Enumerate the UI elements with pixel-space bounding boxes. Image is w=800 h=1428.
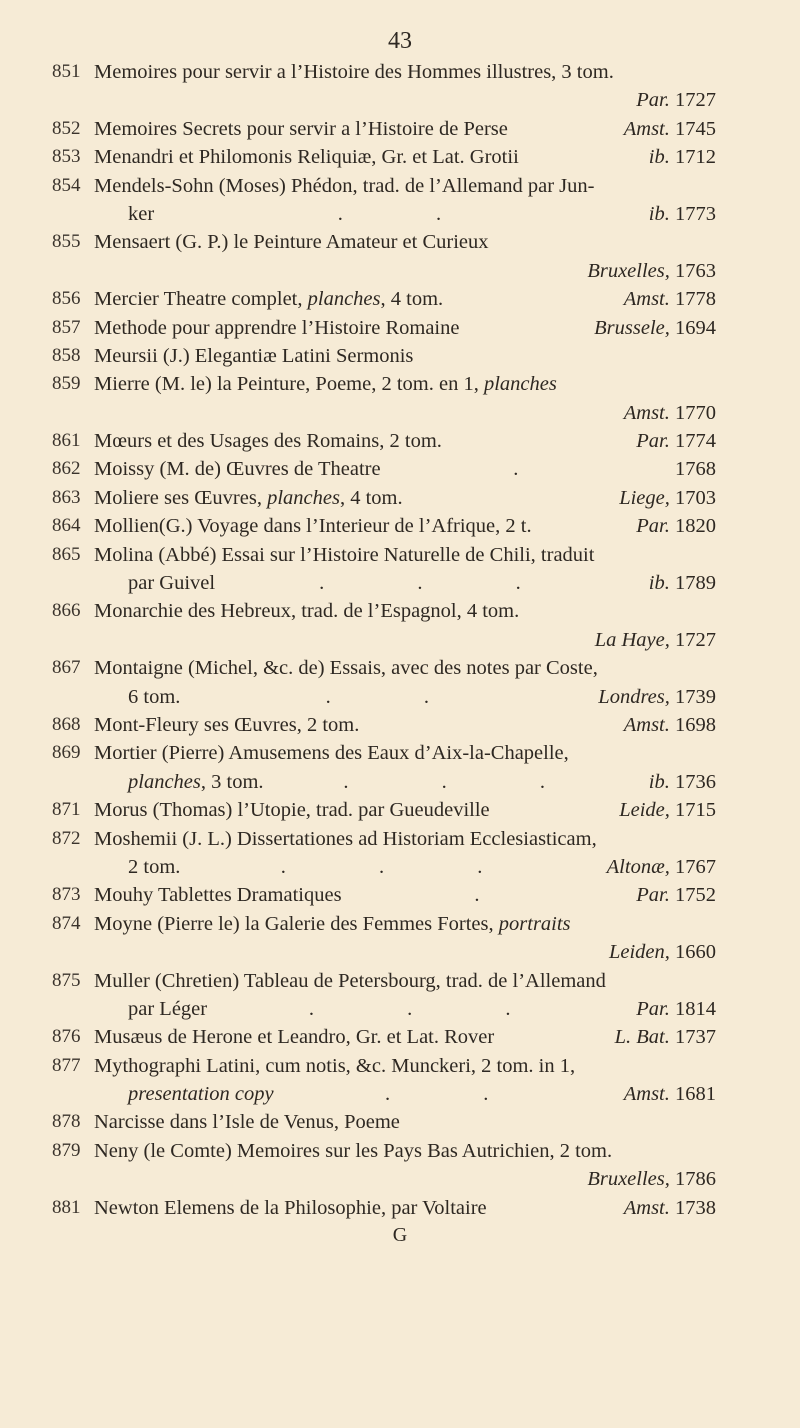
entry-title xyxy=(94,172,594,200)
entry-continuation-line xyxy=(52,257,716,285)
lot-number: 878 xyxy=(52,1111,81,1133)
catalogue-entry xyxy=(52,58,716,115)
catalogue-entry xyxy=(52,654,716,711)
publication-info xyxy=(624,285,716,313)
dot-leaders: . . . xyxy=(280,855,527,878)
entry-title xyxy=(128,1080,274,1108)
entry-line xyxy=(52,285,716,313)
indent xyxy=(52,1165,128,1193)
entry-line xyxy=(52,143,716,171)
spacer xyxy=(508,115,624,143)
lot-number: 856 xyxy=(52,288,81,310)
entry-title xyxy=(94,967,606,995)
publication-place: Amst. xyxy=(623,401,670,424)
indent xyxy=(52,1080,128,1108)
entry-line xyxy=(52,654,716,682)
entry-line xyxy=(52,58,716,86)
lot-number: 865 xyxy=(52,543,81,565)
entry-title xyxy=(94,115,508,143)
italic-note: presentation copy xyxy=(128,1083,274,1106)
entry-title xyxy=(94,484,403,512)
entry-line xyxy=(52,228,716,256)
catalogue-entry xyxy=(52,370,716,427)
entry-title xyxy=(94,654,598,682)
entry-continuation-line xyxy=(52,399,716,427)
entry-line xyxy=(52,115,716,143)
title-text: Molina (Abbé) Essai sur l’Histoire Naturelle de Chili, traduit xyxy=(94,543,595,566)
publication-year: 1774 xyxy=(675,430,716,453)
entry-continuation-line xyxy=(52,569,716,597)
indent xyxy=(52,399,128,427)
lot-number: 861 xyxy=(52,430,81,452)
publication-info xyxy=(598,683,716,711)
publication-year: 1773 xyxy=(675,202,716,225)
lot-number: 873 xyxy=(52,884,81,906)
entry-title xyxy=(128,768,264,796)
entry-line xyxy=(52,739,716,767)
lot-number: 854 xyxy=(52,174,81,196)
publication-info xyxy=(636,512,716,540)
indent xyxy=(52,768,128,796)
publication-info xyxy=(636,881,716,909)
entry-line xyxy=(52,314,716,342)
lot-number: 879 xyxy=(52,1139,81,1161)
entry-title xyxy=(128,200,154,228)
dot-leaders: . xyxy=(474,884,524,907)
entry-title xyxy=(94,455,381,483)
spacer xyxy=(128,399,624,427)
catalogue-entry xyxy=(52,427,716,455)
lot-number: 877 xyxy=(52,1054,81,1076)
lot-number: 859 xyxy=(52,373,81,395)
entry-line xyxy=(52,342,716,370)
publication-place: Amst. xyxy=(623,713,670,736)
entry-line xyxy=(52,1108,716,1136)
entry-continuation-line xyxy=(52,995,716,1023)
title-text: Mortier (Pierre) Amusemens des Eaux d’Aix-la-Chapelle, xyxy=(94,742,569,765)
catalogue-entry xyxy=(52,1137,716,1194)
publication-place: Par. xyxy=(636,884,670,907)
catalogue-entry xyxy=(52,1194,716,1222)
publication-year: 1814 xyxy=(675,997,716,1020)
title-text: , 4 tom. xyxy=(380,288,444,311)
title-text: Methode pour apprendre l’Histoire Romaine xyxy=(94,316,460,339)
entry-title xyxy=(94,597,519,625)
publication-year: 1820 xyxy=(675,515,716,538)
title-text: Muller (Chretien) Tableau de Petersbourg, trad. de l’Allemand xyxy=(94,969,606,992)
catalogue-entry xyxy=(52,484,716,512)
entry-title xyxy=(128,683,180,711)
entry-title xyxy=(94,228,489,256)
publication-info xyxy=(675,455,716,483)
title-text: Moliere ses Œuvres, xyxy=(94,486,268,509)
publication-place: ib. xyxy=(648,146,670,169)
publication-info xyxy=(649,569,716,597)
entry-line xyxy=(52,370,716,398)
entry-line xyxy=(52,597,716,625)
spacer xyxy=(442,427,636,455)
indent xyxy=(52,257,128,285)
title-text: 6 tom. xyxy=(128,685,181,708)
publication-place: ib. xyxy=(648,572,670,595)
publication-place: Amst. xyxy=(623,1083,670,1106)
catalogue-entry xyxy=(52,228,716,285)
publication-year: 1767 xyxy=(675,855,716,878)
title-text: Mœurs et des Usages des Romains, 2 tom. xyxy=(94,430,442,453)
catalogue-entry xyxy=(52,172,716,229)
entry-line xyxy=(52,1194,716,1222)
title-text: Memoires pour servir a l’Histoire des Hommes illustres, 3 tom. xyxy=(94,61,614,83)
catalogue-entry xyxy=(52,1052,716,1109)
lot-number: 872 xyxy=(52,827,81,849)
catalogue-entry xyxy=(52,910,716,967)
title-text: Musæus de Herone et Leandro, Gr. et Lat. Rover xyxy=(94,1026,495,1049)
publication-info xyxy=(619,796,716,824)
publication-info xyxy=(636,995,716,1023)
catalogue-entry xyxy=(52,739,716,796)
dot-leaders: . . . xyxy=(319,572,565,595)
entry-line xyxy=(52,541,716,569)
publication-info xyxy=(636,86,716,114)
entry-line xyxy=(52,1137,716,1165)
entry-continuation-line xyxy=(52,938,716,966)
title-text: Mollien(G.) Voyage dans l’Interieur de l’Afrique, 2 t. xyxy=(94,515,532,538)
italic-note: planches xyxy=(128,770,201,793)
publication-info xyxy=(624,711,716,739)
catalogue-entry xyxy=(52,1023,716,1051)
entry-title xyxy=(94,285,443,313)
publication-year: 1763 xyxy=(675,259,716,282)
entry-title xyxy=(128,995,207,1023)
publication-year: 1703 xyxy=(675,486,716,509)
spacer xyxy=(128,938,609,966)
catalogue-entry xyxy=(52,143,716,171)
catalogue-entry xyxy=(52,512,716,540)
entry-continuation-line xyxy=(52,200,716,228)
entry-line xyxy=(52,427,716,455)
lot-number: 862 xyxy=(52,458,81,480)
title-text: Meursii (J.) Elegantiæ Latini Sermonis xyxy=(94,344,414,367)
publication-info xyxy=(649,200,716,228)
lot-number: 876 xyxy=(52,1026,81,1048)
publication-year: 1727 xyxy=(675,628,716,651)
page-number: 43 xyxy=(388,28,412,54)
spacer xyxy=(128,626,595,654)
entry-line xyxy=(52,484,716,512)
entry-title xyxy=(94,1137,612,1165)
entry-title xyxy=(94,143,519,171)
publication-place: Leide, xyxy=(619,799,670,822)
publication-place: Altonæ, xyxy=(606,855,670,878)
publication-place: ib. xyxy=(648,770,670,793)
lot-number: 867 xyxy=(52,657,81,679)
lot-number: 864 xyxy=(52,515,81,537)
entry-title xyxy=(94,1108,400,1136)
publication-year: 1715 xyxy=(675,799,716,822)
entry-title xyxy=(94,370,557,398)
publication-info xyxy=(624,1194,716,1222)
indent xyxy=(52,200,128,228)
title-text: par Léger xyxy=(128,997,208,1020)
publication-year: 1745 xyxy=(675,117,716,140)
catalogue-entry xyxy=(52,796,716,824)
publication-info xyxy=(595,626,716,654)
catalogue-entry xyxy=(52,967,716,1024)
publication-info xyxy=(636,427,716,455)
publication-info xyxy=(587,257,716,285)
spacer xyxy=(403,484,620,512)
entry-line xyxy=(52,881,716,909)
spacer xyxy=(128,257,587,285)
lot-number: 871 xyxy=(52,799,81,821)
entry-title xyxy=(128,569,215,597)
title-text: Mythographi Latini, cum notis, &c. Munckeri, 2 tom. in 1, xyxy=(94,1054,576,1077)
title-text: Mendels-Sohn (Moses) Phédon, trad. de l’Allemand par Jun- xyxy=(94,174,595,197)
publication-year: 1698 xyxy=(675,713,716,736)
lot-number: 858 xyxy=(52,344,81,366)
publication-place: Par. xyxy=(636,430,670,453)
indent xyxy=(52,853,128,881)
entry-title xyxy=(94,512,532,540)
title-text: Mierre (M. le) la Peinture, Poeme, 2 tom. en 1, xyxy=(94,373,484,396)
publication-place: Amst. xyxy=(623,117,670,140)
printer-signature-mark: G xyxy=(392,1224,408,1246)
catalogue-entry xyxy=(52,1108,716,1136)
italic-note: portraits xyxy=(498,912,571,935)
lot-number: 875 xyxy=(52,969,81,991)
spacer xyxy=(487,1194,624,1222)
spacer xyxy=(128,1165,587,1193)
title-text: Mercier Theatre complet, xyxy=(94,288,308,311)
catalogue-entry xyxy=(52,541,716,598)
entry-title xyxy=(94,541,594,569)
entry-title xyxy=(94,314,459,342)
indent xyxy=(52,86,128,114)
title-text: Mont-Fleury ses Œuvres, 2 tom. xyxy=(94,713,360,736)
entry-line xyxy=(52,1052,716,1080)
lot-number: 852 xyxy=(52,117,81,139)
title-text: Mouhy Tablettes Dramatiques xyxy=(94,884,342,907)
lot-number: 869 xyxy=(52,742,81,764)
spacer xyxy=(490,796,620,824)
entry-title xyxy=(94,1052,575,1080)
publication-info xyxy=(624,115,716,143)
publication-info xyxy=(594,314,716,342)
catalogue-entry xyxy=(52,825,716,882)
lot-number: 868 xyxy=(52,713,81,735)
publication-place: Liege, xyxy=(619,486,670,509)
title-text: ker xyxy=(128,202,155,225)
entry-title xyxy=(94,1023,494,1051)
spacer xyxy=(459,314,594,342)
title-text: Moyne (Pierre le) la Galerie des Femmes Fortes, xyxy=(94,912,499,935)
publication-place: Par. xyxy=(636,997,670,1020)
publication-info xyxy=(607,853,716,881)
lot-number: 874 xyxy=(52,912,81,934)
publication-place: L. Bat. xyxy=(614,1026,670,1049)
publication-year: 1768 xyxy=(675,458,716,481)
publication-place: Bruxelles, xyxy=(587,1168,670,1191)
title-text: , 4 tom. xyxy=(339,486,403,509)
spacer xyxy=(400,1108,716,1136)
title-text: 2 tom. xyxy=(128,855,181,878)
publication-year: 1712 xyxy=(675,146,716,169)
entry-continuation-line xyxy=(52,1080,716,1108)
indent xyxy=(52,683,128,711)
spacer xyxy=(128,86,636,114)
lot-number: 857 xyxy=(52,316,81,338)
entry-line xyxy=(52,172,716,200)
catalogue-entry xyxy=(52,455,716,483)
lot-number: 851 xyxy=(52,61,81,82)
entry-title xyxy=(128,853,180,881)
indent xyxy=(52,626,128,654)
publication-year: 1752 xyxy=(675,884,716,907)
publication-year: 1738 xyxy=(675,1196,716,1219)
publication-year: 1770 xyxy=(675,401,716,424)
publication-year: 1681 xyxy=(675,1083,716,1106)
dot-leaders: . . xyxy=(384,1083,533,1106)
publication-info xyxy=(649,768,716,796)
spacer xyxy=(519,143,649,171)
publication-info xyxy=(619,484,716,512)
lot-number: 853 xyxy=(52,146,81,168)
catalogue-entry xyxy=(52,285,716,313)
title-text: Mensaert (G. P.) le Peinture Amateur et Curieux xyxy=(94,231,489,254)
indent xyxy=(52,569,128,597)
publication-year: 1778 xyxy=(675,288,716,311)
entry-title xyxy=(94,825,597,853)
lot-number: 855 xyxy=(52,231,81,253)
publication-place: Amst. xyxy=(623,288,670,311)
title-text: Neny (le Comte) Memoires sur les Pays Bas Autrichien, 2 tom. xyxy=(94,1139,613,1162)
italic-note: planches xyxy=(267,486,340,509)
publication-year: 1737 xyxy=(675,1026,716,1049)
entry-line xyxy=(52,455,716,483)
entry-line xyxy=(52,967,716,995)
entry-title xyxy=(94,342,413,370)
entry-title xyxy=(94,711,359,739)
publication-year: 1736 xyxy=(675,770,716,793)
entry-line xyxy=(52,825,716,853)
entry-line xyxy=(52,711,716,739)
publication-place: Brussele, xyxy=(594,316,670,339)
publication-year: 1786 xyxy=(675,1168,716,1191)
lot-number: 866 xyxy=(52,600,81,622)
indent xyxy=(52,995,128,1023)
dot-leaders: . . xyxy=(337,202,486,225)
publication-info xyxy=(624,1080,716,1108)
entry-continuation-line xyxy=(52,1165,716,1193)
entry-continuation-line xyxy=(52,626,716,654)
entry-continuation-line xyxy=(52,768,716,796)
title-text: Monarchie des Hebreux, trad. de l’Espagnol, 4 tom. xyxy=(94,600,520,623)
title-text: Menandri et Philomonis Reliquiæ, Gr. et Lat. Grotii xyxy=(94,146,519,169)
publication-year: 1789 xyxy=(675,572,716,595)
publication-place: Par. xyxy=(636,89,670,112)
publication-info xyxy=(615,1023,716,1051)
publication-place: Londres, xyxy=(598,685,670,708)
catalogue-entry xyxy=(52,881,716,909)
catalogue-entry xyxy=(52,597,716,654)
dot-leaders: . . . xyxy=(308,997,555,1020)
dot-leaders: . xyxy=(513,458,563,481)
dot-leaders: . . . xyxy=(343,770,589,793)
catalogue-list xyxy=(52,58,716,1222)
title-text: Morus (Thomas) l’Utopie, trad. par Gueudeville xyxy=(94,799,490,822)
publication-info xyxy=(649,143,716,171)
catalogue-entry xyxy=(52,711,716,739)
publication-info xyxy=(609,938,716,966)
lot-number: 863 xyxy=(52,486,81,508)
entry-continuation-line xyxy=(52,683,716,711)
entry-title xyxy=(94,910,571,938)
title-text: Montaigne (Michel, &c. de) Essais, avec des notes par Coste, xyxy=(94,657,598,680)
publication-place: Amst. xyxy=(623,1196,670,1219)
publication-year: 1739 xyxy=(675,685,716,708)
entry-continuation-line xyxy=(52,853,716,881)
spacer xyxy=(494,1023,614,1051)
indent xyxy=(52,938,128,966)
title-text: , 3 tom. xyxy=(200,770,264,793)
entry-title xyxy=(94,739,569,767)
title-text: Narcisse dans l’Isle de Venus, Poeme xyxy=(94,1111,400,1134)
publication-year: 1660 xyxy=(675,941,716,964)
publication-info xyxy=(624,399,716,427)
publication-place: La Haye, xyxy=(594,628,670,651)
title-text: Newton Elemens de la Philosophie, par Voltaire xyxy=(94,1196,487,1219)
catalogue-entry xyxy=(52,314,716,342)
title-text: Memoires Secrets pour servir a l’Histoire de Perse xyxy=(94,117,508,140)
publication-place: Bruxelles, xyxy=(587,259,670,282)
entry-title xyxy=(94,1194,487,1222)
dot-leaders: . . xyxy=(325,685,474,708)
spacer xyxy=(532,512,637,540)
entry-continuation-line xyxy=(52,86,716,114)
publication-year: 1694 xyxy=(675,316,716,339)
entry-title xyxy=(94,796,490,824)
publication-place: ib. xyxy=(648,202,670,225)
entry-line xyxy=(52,910,716,938)
publication-place: Par. xyxy=(636,515,670,538)
publication-place: Leiden, xyxy=(608,941,670,964)
entry-title xyxy=(94,58,614,86)
title-text: Moshemii (J. L.) Dissertationes ad Historiam Ecclesiasticam, xyxy=(94,827,597,850)
lot-number: 881 xyxy=(52,1196,81,1218)
entry-line xyxy=(52,512,716,540)
entry-title xyxy=(94,881,342,909)
spacer xyxy=(443,285,624,313)
publication-year: 1727 xyxy=(675,89,716,112)
catalogue-entry xyxy=(52,342,716,370)
entry-line xyxy=(52,1023,716,1051)
entry-line xyxy=(52,796,716,824)
spacer xyxy=(359,711,623,739)
italic-note: planches xyxy=(307,288,381,311)
publication-info xyxy=(587,1165,716,1193)
entry-title xyxy=(94,427,442,455)
title-text: Moissy (M. de) Œuvres de Theatre xyxy=(94,458,381,481)
spacer xyxy=(413,342,716,370)
title-text: par Guivel xyxy=(128,572,216,595)
italic-note: planches xyxy=(483,373,557,396)
catalogue-entry xyxy=(52,115,716,143)
